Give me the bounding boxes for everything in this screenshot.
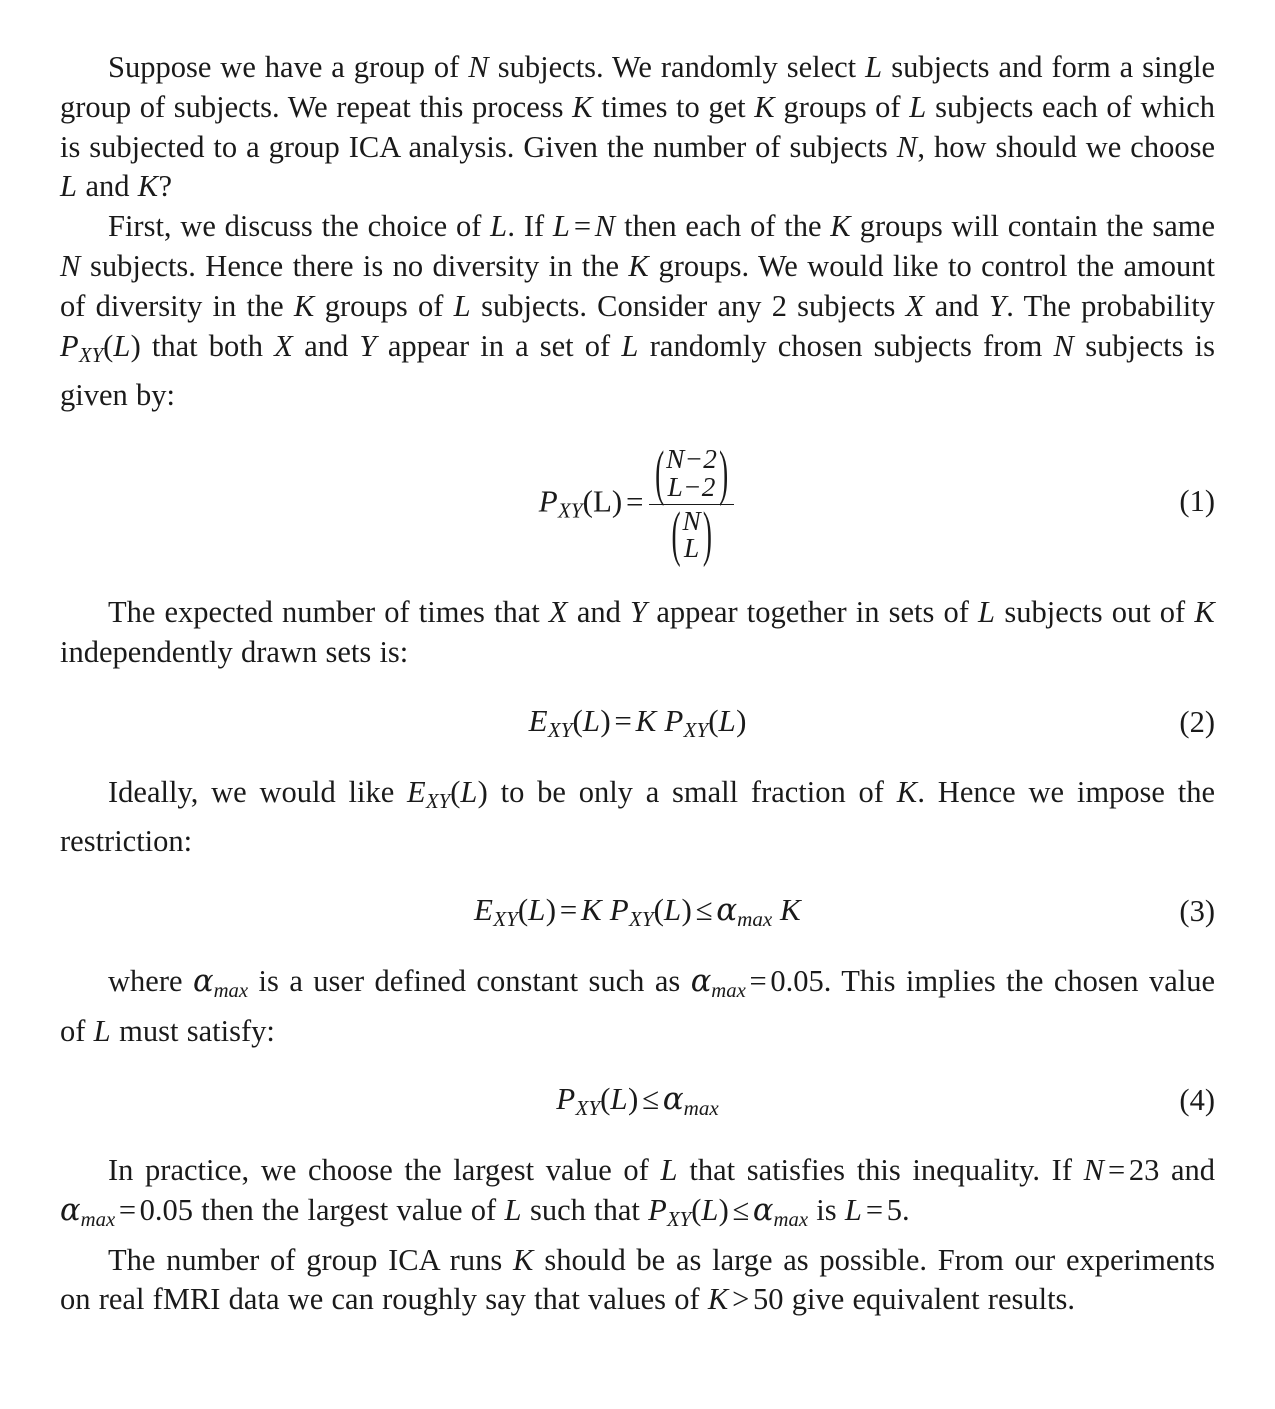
equation-4-row [60, 1081, 1215, 1121]
math-symbol-L: L [718, 702, 737, 738]
fraction-denominator [649, 500, 734, 568]
binomial-N-choose-L [671, 500, 712, 568]
math-subscript-XY: XY [558, 498, 583, 523]
math-symbol-L: L [663, 892, 682, 928]
equation-number-1: (1) [1179, 483, 1215, 518]
math-symbol-X: X [274, 328, 294, 363]
math-symbol-L: L [490, 209, 508, 244]
math-symbol-K: K [512, 1242, 534, 1277]
math-subscript-XY: XY [575, 1096, 601, 1121]
binom-paren-right: ) [719, 438, 729, 507]
text-run: The expected number of times that [108, 595, 549, 630]
math-operator-equals: = [865, 1193, 884, 1228]
equation-3-row [60, 892, 1215, 932]
text-run: subjects [786, 288, 906, 323]
math-symbol-L: L [60, 169, 78, 204]
math-symbol-N: N [896, 129, 918, 164]
equation-4-body [60, 1081, 1215, 1121]
equation-1-row [60, 438, 1215, 568]
math-symbol-P: P [538, 483, 559, 519]
math-symbol-N: N [60, 248, 81, 283]
text-run: The number of group ICA runs [108, 1242, 513, 1277]
math-expression-alpha-max [192, 963, 249, 1002]
math-symbol-P: P [60, 328, 79, 363]
math-symbol-K: K [580, 892, 602, 928]
text-run: ? [158, 169, 172, 204]
paragraph-5 [60, 962, 1215, 1051]
math-symbol-K: K [137, 169, 159, 204]
body-text-column-2 [60, 593, 1215, 673]
math-symbol-alpha: α [662, 1081, 684, 1118]
math-symbol-K: K [628, 248, 650, 283]
math-symbol-K: K [635, 702, 657, 738]
equation-number-4: (4) [1179, 1083, 1215, 1118]
math-symbol-L: L [460, 774, 478, 809]
math-paren-close: ) [130, 328, 141, 363]
text-run: subjects is given by: [60, 328, 1215, 413]
math-subscript-XY: XY [628, 906, 654, 931]
math-symbol-K: K [572, 89, 593, 124]
math-symbol-L: L [621, 328, 639, 363]
math-paren-open: ( [691, 1193, 702, 1228]
math-paren-close: ) [718, 1193, 729, 1228]
math-symbol-L: L [610, 1081, 628, 1117]
text-run: subjects. Hence there is no diversity in the [80, 248, 629, 283]
text-run: . The probability [1006, 288, 1216, 323]
text-run: . If [507, 209, 553, 244]
binom-top: N−2 [666, 443, 718, 474]
math-subscript-XY: XY [493, 906, 518, 931]
math-expression-Exy-L [407, 774, 488, 813]
text-run: groups of [774, 89, 910, 124]
math-symbol-X: X [548, 595, 568, 630]
math-number-two: 2 [771, 288, 787, 323]
math-symbol-K: K [707, 1282, 729, 1317]
math-value-N: 23 [1128, 1153, 1160, 1188]
math-symbol-E: E [528, 702, 548, 738]
math-operator-leq: ≤ [695, 892, 713, 928]
math-subscript-max: max [773, 1208, 809, 1231]
binomial-fraction [649, 438, 734, 568]
math-subscript-XY: XY [667, 1208, 692, 1231]
math-value-L: 5 [886, 1193, 902, 1228]
math-symbol-alpha: α [690, 963, 712, 999]
math-paren-close: ) [681, 892, 692, 928]
equation-2-spacer-bottom [60, 743, 1215, 773]
equation-1-spacer-top [60, 416, 1215, 446]
math-paren-close: ) [477, 774, 488, 809]
math-symbol-P: P [648, 1193, 668, 1228]
text-run: and [77, 169, 138, 204]
math-subscript-XY: XY [547, 717, 573, 742]
binom-bottom: L [683, 533, 700, 564]
binom-paren-right: ) [702, 500, 712, 568]
math-paren-open: ( [708, 702, 719, 738]
binom-stack [682, 505, 701, 564]
math-operator-leq: ≤ [642, 1081, 660, 1117]
math-symbol-L: L [844, 1193, 863, 1228]
text-run: groups will contain the same [850, 209, 1215, 244]
math-symbol-L: L [552, 209, 571, 244]
text-run: , how should we choose [917, 129, 1215, 164]
binom-paren-left: ( [655, 438, 665, 507]
math-symbol-P: P [609, 892, 629, 928]
math-symbol-E: E [473, 892, 494, 928]
math-symbol-X: X [905, 288, 925, 323]
math-symbol-alpha: α [192, 963, 214, 999]
text-run: groups. We would like to control the amount of diversity in the [60, 248, 1215, 323]
text-run: should be as large as possible. From our experiments on real fMRI data we can roughly say that values of [60, 1242, 1216, 1317]
math-subscript-max: max [711, 979, 746, 1002]
math-operator-greater-than: > [732, 1282, 750, 1317]
equation-4-spacer-top [60, 1051, 1215, 1081]
math-operator-equals: = [625, 483, 644, 519]
math-subscript-XY: XY [78, 344, 104, 367]
math-subscript-XY: XY [683, 717, 709, 742]
equation-4-spacer-bottom [60, 1121, 1215, 1151]
text-run: randomly chosen subjects from [638, 328, 1054, 363]
text-run: subjects. Consider any [470, 288, 772, 323]
equation-3-body [60, 892, 1215, 932]
math-paren-open: ( [103, 328, 114, 363]
math-expression-Pxy-L [60, 328, 141, 367]
text-run: appear together in sets of [647, 595, 978, 630]
math-argument-L: (L) [582, 483, 623, 519]
binom-top: N [682, 505, 701, 536]
math-operator-leq: ≤ [732, 1193, 750, 1228]
binom-bottom: L−2 [667, 471, 716, 502]
math-paren-open: ( [653, 892, 664, 928]
math-paren-close: ) [600, 702, 611, 738]
math-paren-open: ( [572, 702, 583, 738]
text-run: then each of the [615, 209, 831, 244]
math-symbol-K: K [754, 89, 775, 124]
math-expression-K-greater-50 [708, 1282, 784, 1316]
math-operator-equals: = [573, 209, 592, 244]
math-expression-Pxy-leq-alpha-max [648, 1193, 809, 1231]
text-run: that satisfies this inequality. If [677, 1153, 1084, 1188]
text-run: is [808, 1193, 845, 1228]
math-symbol-L: L [909, 89, 927, 124]
text-run: times to get [592, 89, 755, 124]
math-symbol-P: P [556, 1081, 576, 1117]
math-symbol-K: K [1194, 595, 1215, 630]
paragraph-3 [60, 593, 1215, 673]
text-run: First, we discuss the choice of [108, 209, 491, 244]
text-run: and [1159, 1153, 1215, 1188]
text-run: subjects each of which is subjected to a group ICA analysis. Given the number of subjects [60, 89, 1215, 164]
math-expression-L-equals-N [553, 209, 615, 243]
text-run: such that [521, 1193, 649, 1228]
text-run: is a user defined constant such as [248, 963, 691, 998]
math-subscript-XY: XY [425, 790, 451, 813]
paragraph-2 [60, 207, 1215, 416]
math-symbol-N: N [1053, 328, 1075, 363]
paragraph-6 [60, 1151, 1215, 1240]
text-run: where [108, 963, 193, 998]
math-symbol-L: L [528, 892, 546, 928]
binom-stack [666, 443, 718, 502]
equation-number-2: (2) [1179, 704, 1215, 739]
math-paren-close: ) [736, 702, 747, 738]
text-run: Suppose we have a group of [108, 50, 469, 84]
math-value-K-threshold: 50 [753, 1282, 784, 1317]
math-paren-open: ( [517, 892, 529, 928]
math-symbol-L: L [977, 595, 996, 630]
math-symbol-Y: Y [359, 328, 377, 363]
math-symbol-K: K [896, 774, 918, 809]
math-subscript-max: max [80, 1208, 116, 1231]
math-paren-close: ) [545, 892, 557, 928]
text-run: and [567, 595, 630, 630]
text-run: . This implies the chosen value of [60, 963, 1216, 1048]
text-run: then the largest value of [193, 1193, 505, 1228]
text-run: and [924, 288, 989, 323]
text-run: . [901, 1193, 910, 1228]
paragraph-1 [60, 48, 1215, 207]
text-run: groups of [314, 288, 454, 323]
math-expression-N-equals-23 [1084, 1153, 1160, 1187]
math-paren-close: ) [627, 1081, 639, 1117]
fraction-numerator [649, 438, 734, 507]
math-paren-open: ( [450, 774, 461, 809]
math-symbol-L: L [582, 702, 601, 738]
text-run: give equivalent results. [783, 1282, 1076, 1317]
body-text-column-3 [60, 773, 1215, 862]
math-operator-equals: = [749, 963, 767, 998]
math-subscript-max: max [213, 979, 249, 1002]
math-symbol-P: P [664, 702, 684, 738]
math-expression-alpha-max-equals-value [60, 1193, 194, 1231]
math-operator-equals: = [1107, 1153, 1126, 1188]
equation-1-spacer-bottom [60, 563, 1215, 593]
text-run: appear in a set of [376, 328, 622, 363]
text-run: to be only a small fraction of [487, 774, 897, 809]
math-symbol-L: L [865, 50, 883, 84]
equation-2-spacer-top [60, 673, 1215, 703]
math-symbol-K: K [780, 892, 802, 928]
math-paren-open: ( [600, 1081, 611, 1117]
math-symbol-L: L [113, 328, 131, 363]
math-expression-alpha-max-equals-value [690, 963, 824, 1002]
equation-2-row [60, 703, 1215, 743]
text-run: subjects out of [995, 595, 1195, 630]
math-symbol-N: N [594, 209, 616, 244]
body-text-column-4 [60, 962, 1215, 1051]
text-run: In practice, we choose the largest value of [108, 1153, 661, 1188]
paragraph-4 [60, 773, 1215, 862]
text-run: . Hence we impose the restriction: [60, 774, 1215, 859]
math-symbol-Y: Y [989, 288, 1007, 323]
equation-3-spacer-bottom [60, 932, 1215, 962]
text-run: and [293, 328, 360, 363]
equation-3-spacer-top [60, 862, 1215, 892]
body-text-column [60, 48, 1215, 416]
math-value-alpha-max: 0.05 [770, 963, 824, 998]
math-symbol-alpha: α [716, 892, 738, 929]
math-symbol-E: E [407, 774, 426, 809]
text-run: subjects. We randomly select [488, 50, 866, 84]
text-run: Ideally, we would like [108, 774, 408, 809]
math-symbol-N: N [468, 50, 489, 84]
math-symbol-L: L [660, 1153, 678, 1188]
math-symbol-L: L [453, 288, 471, 323]
equation-2-body [60, 703, 1215, 743]
math-symbol-L: L [504, 1193, 522, 1228]
math-symbol-K: K [293, 288, 315, 323]
math-symbol-alpha: α [60, 1193, 81, 1229]
math-symbol-Y: Y [630, 595, 648, 630]
equation-1-body [60, 438, 1215, 568]
math-subscript-max: max [737, 906, 773, 931]
math-expression-L-equals-5 [845, 1193, 902, 1227]
math-operator-equals: = [118, 1193, 137, 1228]
binom-paren-left: ( [671, 500, 681, 568]
math-symbol-K: K [830, 209, 851, 244]
math-value-alpha-max: 0.05 [139, 1193, 194, 1228]
text-run: independently drawn sets is: [60, 635, 409, 670]
body-text-column-5 [60, 1151, 1215, 1320]
math-symbol-L: L [93, 1013, 111, 1048]
text-run: must satisfy: [110, 1013, 275, 1048]
math-symbol-L: L [701, 1193, 719, 1228]
text-run: that both [140, 328, 275, 363]
math-symbol-alpha: α [752, 1193, 774, 1229]
math-symbol-N: N [1083, 1153, 1105, 1188]
math-operator-equals: = [559, 892, 578, 928]
binomial-N-minus-2-choose-L-minus-2 [655, 438, 729, 507]
text-run: subjects and form a single group of subjects. We repeat this process [60, 50, 1215, 124]
equation-number-3: (3) [1179, 894, 1215, 929]
paragraph-7 [60, 1241, 1215, 1321]
math-operator-equals: = [614, 702, 632, 738]
math-subscript-max: max [683, 1096, 719, 1121]
